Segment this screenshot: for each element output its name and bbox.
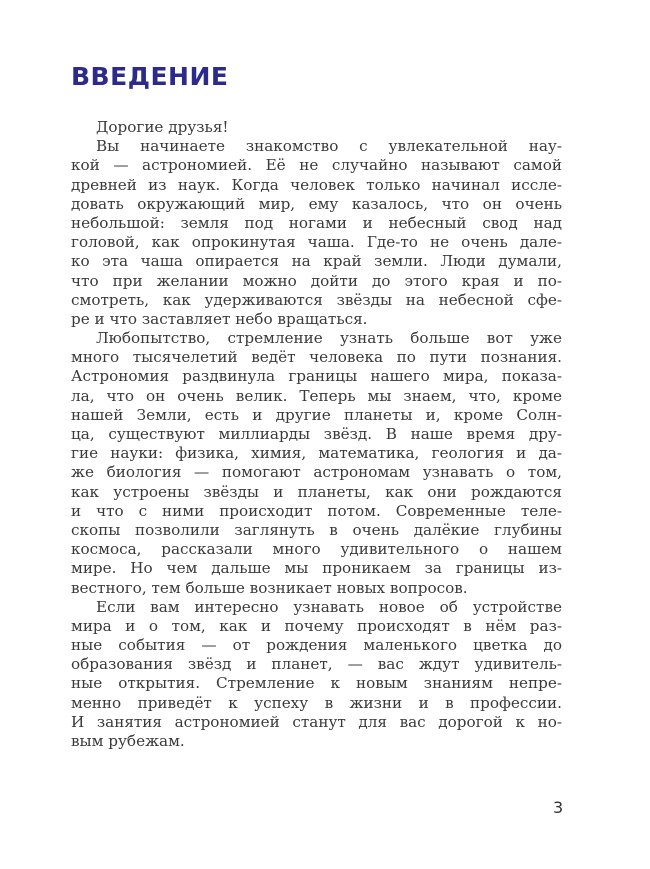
text-line: кой — астрономией. Её не случайно называют самой [71, 156, 562, 175]
text-line: же биология — помогают астрономам узнавать о том, [71, 463, 562, 482]
text-line: вестного, тем больше возникает новых вопросов. [71, 578, 468, 597]
text-line: ко эта чаша опирается на край земли. Люди думали, [71, 252, 562, 271]
text-line: И занятия астрономией станут для вас дорогой к но- [71, 712, 562, 731]
text-line: и что с ними происходит потом. Современные теле- [71, 501, 562, 520]
text-line: вым рубежам. [71, 732, 185, 750]
text-line: головой, как опрокинутая чаша. Где-то не очень дале- [71, 233, 562, 252]
text-line: ные события — от рождения маленького цветка до [71, 636, 562, 655]
text-line: древней из наук. Когда человек только начинал иссле- [71, 175, 562, 194]
text-line: небольшой: земля под ногами и небесный свод над [71, 213, 562, 232]
body-text [71, 118, 562, 751]
chapter-heading: ВВЕДЕНИЕ [71, 62, 229, 91]
paragraph-2 [71, 329, 562, 598]
text-line: Любопытство, стремление узнать больше вот уже [96, 329, 562, 348]
text-line: что при желании можно дойти до этого края и по- [71, 271, 562, 290]
text-line: гие науки: физика, химия, математика, геология и да- [71, 444, 562, 463]
paragraph-greeting [71, 118, 562, 137]
text-line: ные открытия. Стремление к новым знаниям непре- [71, 674, 562, 693]
text-line: менно приведёт к успеху в жизни и в профессии. [71, 693, 562, 712]
text-line: образования звёзд и планет, — вас ждут удивитель- [71, 655, 562, 674]
text-line: как устроены звёзды и планеты, как они рождаются [71, 482, 562, 501]
text-line: Астрономия раздвинула границы нашего мира, показа- [71, 367, 562, 386]
text-line: Дорогие друзья! [96, 118, 229, 136]
text-line: ла, что он очень велик. Теперь мы знаем, что, кроме [71, 386, 562, 405]
text-line: нашей Земли, есть и другие планеты и, кроме Солн- [71, 405, 562, 424]
text-line: Если вам интересно узнавать новое об устройстве [96, 597, 562, 616]
text-line: Вы начинаете знакомство с увлекательной нау- [96, 137, 562, 156]
paragraph-3 [71, 598, 562, 752]
page-number: 3 [553, 798, 564, 817]
text-line: смотреть, как удерживаются звёзды на небесной сфе- [71, 290, 562, 309]
text-line: космоса, рассказали много удивительного о нашем [71, 540, 562, 559]
text-line: мира и о том, как и почему происходят в нём раз- [71, 616, 562, 635]
text-line: скопы позволили заглянуть в очень далёкие глубины [71, 520, 562, 539]
text-line: ре и что заставляет небо вращаться. [71, 309, 368, 328]
text-line: много тысячелетий ведёт человека по пути познания. [71, 348, 562, 367]
text-line: ца, существуют миллиарды звёзд. В наше время дру- [71, 425, 562, 443]
paragraph-1 [71, 137, 562, 329]
text-line: мире. Но чем дальше мы проникаем за границы из- [71, 559, 562, 578]
text-line: довать окружающий мир, ему казалось, что он очень [71, 194, 562, 213]
